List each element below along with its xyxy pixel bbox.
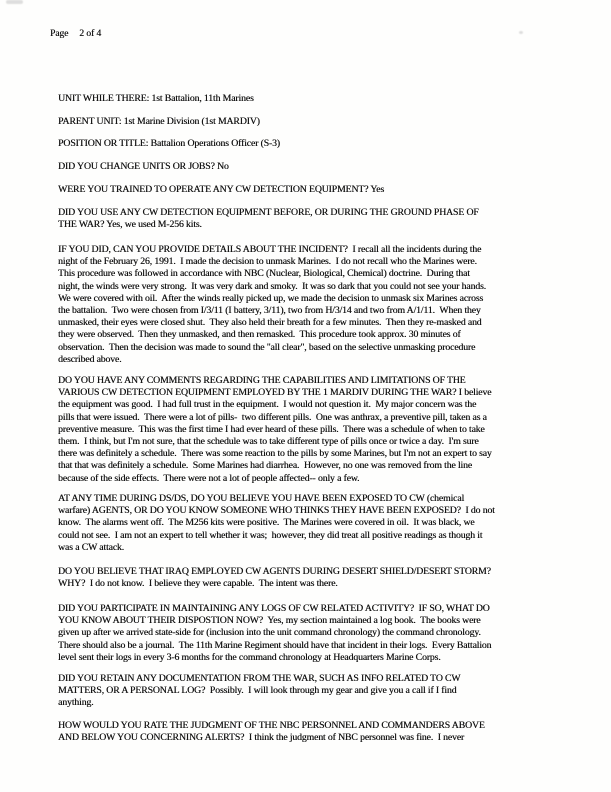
paragraph-iraq-cw-agents <box>58 566 491 590</box>
text-line: This procedure was followed in accordance with NBC (Nuclear, Biological, Chemical) doctrine. During that <box>58 268 470 280</box>
paragraph-incident-details <box>58 244 486 366</box>
text-line: because of the side effects. There were not a lot of people affected-- only a few. <box>58 472 360 484</box>
paragraph-change-units <box>58 161 229 173</box>
paragraph-equipment-comments <box>58 375 492 485</box>
text-line: level sent their logs in every 3-6 months for the command chronology at Headquarters Marine Corps. <box>58 651 441 663</box>
text-line: UNIT WHILE THERE: 1st Battalion, 11th Marines <box>58 93 254 104</box>
text-line: that that was definitely a schedule. Some Marines had diarrhea. However, no one was removed from the line <box>58 460 472 472</box>
text-line: PARENT UNIT: 1st Marine Division (1st MARDIV) <box>58 116 260 127</box>
text-line: THE WAR? Yes, we used M-256 kits. <box>58 219 202 231</box>
paragraph-position-title <box>58 138 280 150</box>
text-line: DID YOU RETAIN ANY DOCUMENTATION FROM THE WAR, SUCH AS INFO RELATED TO CW <box>58 673 461 684</box>
paragraph-retained-docs <box>58 673 460 710</box>
text-line: night of the February 26, 1991. I made the decision to unmask Marines. I do not recall who the Marines were. <box>58 256 477 268</box>
paragraph-used-equipment <box>58 207 479 231</box>
text-line: DID YOU CHANGE UNITS OR JOBS? No <box>58 161 229 172</box>
page-number-label: Page <box>50 28 69 39</box>
text-line: observation. Then the decision was made to sound the "all clear", based on the selective unmasking procedure <box>58 341 476 353</box>
text-line: There should also be a journal. The 11th Marine Regiment should have that incident in their logs. Every Battalion <box>58 639 492 651</box>
text-line: We were covered with oil. After the winds really picked up, we made the decision to unmask six Marines across <box>58 292 484 304</box>
page-number-value: 2 of 4 <box>79 28 102 39</box>
text-line: preventive measure. This was the first time I had ever heard of these pills. There was a schedule of when to take <box>58 423 485 435</box>
text-line: described above. <box>58 353 122 365</box>
scan-speck <box>519 31 523 34</box>
text-line: AND BELOW YOU CONCERNING ALERTS? I think the judgment of NBC personnel was fine. I never <box>58 732 465 744</box>
text-line: DID YOU USE ANY CW DETECTION EQUIPMENT BEFORE, OR DURING THE GROUND PHASE OF <box>58 207 479 218</box>
text-line: could not see. I am not an expert to tell whether it was; however, they did treat all positive readings as though it <box>58 529 483 541</box>
text-line: the equipment was good. I had full trust in the equipment. I would not question it. My major concern was the <box>58 399 477 411</box>
text-line: VARIOUS CW DETECTION EQUIPMENT EMPLOYED BY THE 1 MARDIV DURING THE WAR? I believe <box>58 387 492 399</box>
paragraph-parent-unit <box>58 116 260 128</box>
text-line: WERE YOU TRAINED TO OPERATE ANY CW DETECTION EQUIPMENT? Yes <box>58 184 385 195</box>
text-line: night, the winds were very strong. It was very dark and smoky. It was so dark that you could not see your hands. <box>58 280 486 292</box>
text-line: AT ANY TIME DURING DS/DS, DO YOU BELIEVE YOU HAVE BEEN EXPOSED TO CW (chemical <box>58 493 465 504</box>
paragraph-trained-equipment <box>58 184 384 196</box>
text-line: pills that were issued. There were a lot of pills- two different pills. One was anthrax, a preventive pill, taken as a <box>58 411 487 423</box>
paragraph-cw-logs <box>58 603 491 664</box>
text-line: they were observed. Then they unmasked, and then remasked. This procedure took approx. 30 minutes of <box>58 329 461 341</box>
text-line: anything. <box>58 697 94 709</box>
text-line: given up after we arrived state-side for (inclusion into the unit command chronology) the command chronology. <box>58 627 481 639</box>
page-number <box>50 28 101 39</box>
text-line: YOU KNOW ABOUT THEIR DISPOSTION NOW? Yes, my section maintained a log book. The books were <box>58 615 481 627</box>
text-line: HOW WOULD YOU RATE THE JUDGMENT OF THE NBC PERSONNEL AND COMMANDERS ABOVE <box>58 720 485 731</box>
text-line: was a CW attack. <box>58 541 124 553</box>
text-line: MATTERS, OR A PERSONAL LOG? Possibly. I will look through my gear and give you a call if I find <box>58 685 457 697</box>
text-line: unmasked, their eyes were closed shut. They also held their breath for a few minutes. Then they re-masked and <box>58 317 482 329</box>
scan-smudge <box>6 0 23 4</box>
paragraph-cw-exposure <box>58 493 495 554</box>
paragraph-nbc-judgment <box>58 720 485 744</box>
text-line: IF YOU DID, CAN YOU PROVIDE DETAILS ABOUT THE INCIDENT? I recall all the incidents during the <box>58 244 482 255</box>
text-line: DO YOU HAVE ANY COMMENTS REGARDING THE CAPABILITIES AND LIMITATIONS OF THE <box>58 375 466 386</box>
text-line: the battalion. Two were chosen from I/3/11 (I battery, 3/11), two from H/3/14 and two from A/1/11. When they <box>58 305 481 317</box>
text-line: DID YOU PARTICIPATE IN MAINTAINING ANY LOGS OF CW RELATED ACTIVITY? IF SO, WHAT DO <box>58 603 490 614</box>
text-line: POSITION OR TITLE: Battalion Operations Officer (S-3) <box>58 138 280 149</box>
text-line: WHY? I do not know. I believe they were capable. The intent was there. <box>58 578 338 590</box>
text-line: there was definitely a schedule. There was some reaction to the pills by some Marines, but I'm not an expert to say <box>58 448 492 460</box>
text-line: know. The alarms went off. The M256 kits were positive. The Marines were covered in oil. It was black, we <box>58 517 475 529</box>
text-line: DO YOU BELIEVE THAT IRAQ EMPLOYED CW AGENTS DURING DESERT SHIELD/DESERT STORM? <box>58 566 491 577</box>
text-line: them. I think, but I'm not sure, that the schedule was to take different type of pills once or twice a day. I'm sure <box>58 436 479 448</box>
text-line: warfare) AGENTS, OR DO YOU KNOW SOMEONE WHO THINKS THEY HAVE BEEN EXPOSED? I do not <box>58 505 495 517</box>
paragraph-unit-while-there <box>58 93 254 105</box>
